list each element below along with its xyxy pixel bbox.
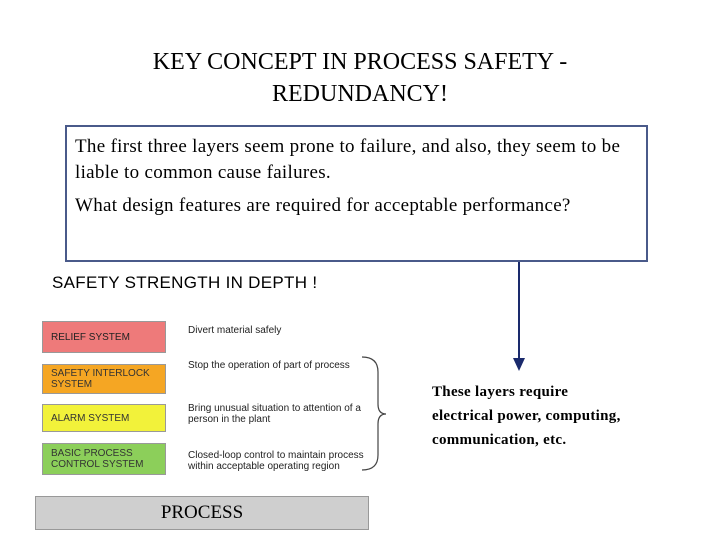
diagram-heading: SAFETY STRENGTH IN DEPTH ! xyxy=(52,273,318,292)
layer-description-relief: Divert material safely xyxy=(188,325,282,336)
pointer-arrow-head xyxy=(513,358,525,371)
title-line-2: REDUNDANCY! xyxy=(272,81,448,107)
layer-description-bpcs: Closed-loop control to maintain process within acceptable operating region xyxy=(188,450,364,472)
callout-paragraph-2: What design features are required for acceptable performance? xyxy=(75,195,571,216)
curly-brace xyxy=(362,357,386,470)
layer-description-alarm: Bring unusual situation to attention of a person in the plant xyxy=(188,403,361,425)
power-requirement-note: These layers require electrical power, computing, communication, etc. xyxy=(432,384,621,448)
layer-basic-process-control-system: BASIC PROCESS CONTROL SYSTEM xyxy=(42,443,166,475)
layer-relief-system: RELIEF SYSTEM xyxy=(42,321,166,353)
process-label: PROCESS xyxy=(160,502,244,523)
layer-safety-interlock-system: SAFETY INTERLOCK SYSTEM xyxy=(42,364,166,394)
callout-paragraph-1: The first three layers seem prone to failure, and also, they seem to be liable to common cause failures. xyxy=(75,136,621,183)
layer-alarm-system: ALARM SYSTEM xyxy=(42,404,166,432)
title-line-1: KEY CONCEPT IN PROCESS SAFETY - xyxy=(152,49,568,75)
layer-description-interlock: Stop the operation of part of process xyxy=(188,360,350,371)
